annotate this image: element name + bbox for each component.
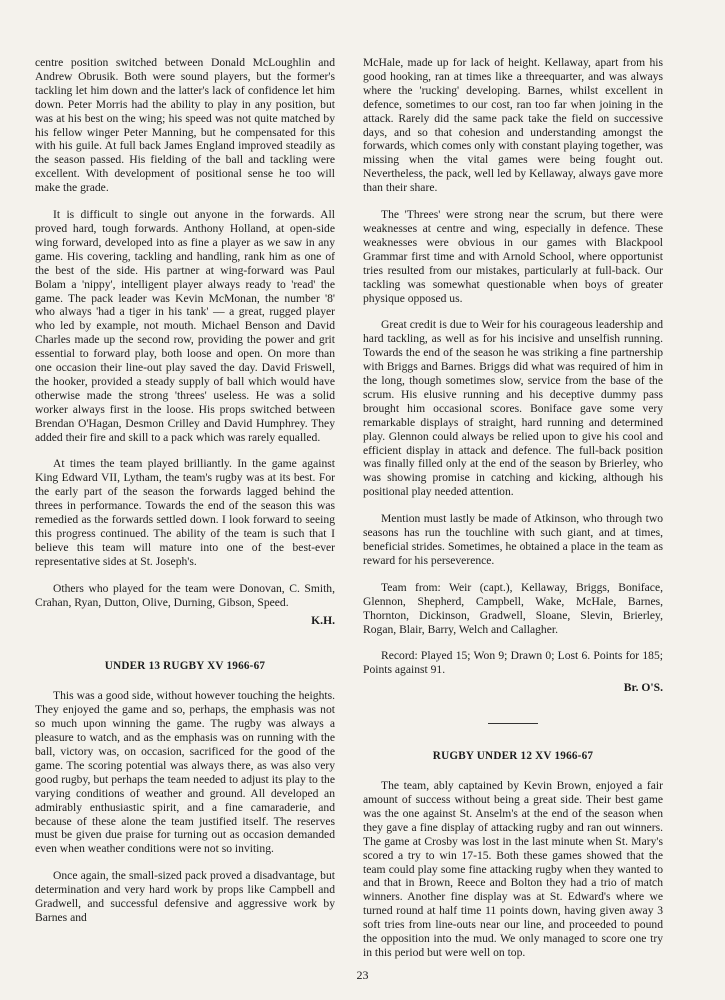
body-paragraph: The 'Threes' were strong near the scrum, but there were weaknesses at centre and wing, especially in defence. These weaknesses were obvious in our games with Blackpool Grammar first time and with Arnold School, where opportunist tries resulted from our mistakes, particularly at full-back. Our tackling was somewhat questionable when boys of greater physique opposed us.: [363, 208, 663, 305]
body-paragraph: centre position switched between Donald McLoughlin and Andrew Obrusik. Both were sound players, but the former's tackling let him down and the latter's lack of confidence let him down. Peter Morris had the ability to play in any position, but was at his best on the wing; his speed was not quite matched by his fellow winger Peter Manning, but he compensated for this with his guile. At full back James England improved steadily as the season passed. His fielding of the ball and tackling were excellent. With development of positional sense he too will make the grade.: [35, 56, 335, 195]
section-divider: [488, 723, 538, 724]
author-signature: Br. O'S.: [623, 681, 663, 695]
body-paragraph: McHale, made up for lack of height. Kellaway, apart from his good hooking, ran at times like a threequarter, and was always where the 'rucking' developing. Barnes, whilst excellent in defence, sometimes to our cost, ran too far when joining in the attack. Rarely did the same pack take the field on successive days, and so that cohesion and understanding amongst the forwards, which comes only with constant playing together, was missing when the vital games were being fought out. Nevertheless, the pack, well led by Kellaway, always gave more than their share.: [363, 56, 663, 195]
body-paragraph: It is difficult to single out anyone in the forwards. All proved hard, tough forwards. Anthony Holland, at open-side wing forward, developed into as fine a player as we saw in any game. His covering, tackling and handling, rank him as one of the best of the side. His partner at wing-forward was Paul Bolam a 'nippy', intelligent player always ready to 'read' the game. The pack leader was Kevin McMonan, the number '8' who always 'had a tiger in his tank' — a great, rugged player who led by example, not mouth. Michael Benson and David Charles made up the second row, providing the power and grit essential to forward play, both loose and open. On more than one occasion their line-out play saved the day. David Friswell, the hooker, provided a steady supply of ball which would have otherwise made the strong 'threes' useless. He was a solid worker always first in the loose. His props switched between Brendan O'Hagan, Desmon Crilley and David Humphrey. They added their fire and skill to a pack which was rarely equalled.: [35, 208, 335, 444]
author-signature: K.H.: [311, 613, 335, 627]
team-list: Team from: Weir (capt.), Kellaway, Briggs, Boniface, Glennon, Shepherd, Campbell, Wake, McHale, Barnes, Thornton, Dickinson, Gradwell, Sloane, Slevin, Brierley, Rogan, Blair, Barry, Welch and Callagher.: [363, 580, 663, 636]
right-column: [363, 56, 663, 973]
body-paragraph: Once again, the small-sized pack proved a disadvantage, but determination and very hard work by props like Campbell and Gradwell, and successful defensive and aggressive work by Barnes and: [35, 869, 335, 924]
section-heading: UNDER 13 RUGBY XV 1966-67: [104, 660, 266, 673]
body-paragraph: The team, ably captained by Kevin Brown, enjoyed a fair amount of success without being a great side. Their best game was the one against St. Anselm's at the end of the season when they gave a fine display of attacking rugby and ran out winners. The game at Crosby was lost in the last minute when St. Mary's scored a try to win 17-15. Both these games showed that the team could play some fine attacking rugby when they wanted to and that in Brown, Reece and Bolton they had a trio of match winners. Another fine display was at St. Edward's where we turned round at half time 11 points down, having given away 3 soft tries from line-outs near our line, and proceeded to pound the opposition into the mud. We only managed to score one try in this period but were well on top.: [363, 779, 663, 959]
body-paragraph: This was a good side, without however touching the heights. They enjoyed the game and so, perhaps, the emphasis was not so much upon winning the game. The rugby was always a pleasure to watch, and as the emphasis was on running with the ball, victory was, on occasion, sacrificed for the good of the game. The scoring potential was always there, as was also very good rugby, but perhaps the team needed to adjust its play to the varying conditions of weather and ground. All developed an admirably enthusiastic spirit, and a fine camaraderie, and because of these alone the team justified itself. The reserves must be given due praise for turning out as occasion demanded even when weather conditions were not so inviting.: [35, 689, 335, 856]
left-column: [35, 56, 335, 938]
section-heading: RUGBY UNDER 12 XV 1966-67: [432, 750, 594, 763]
season-record: Record: Played 15; Won 9; Drawn 0; Lost 6. Points for 185; Points against 91.: [363, 649, 663, 677]
body-paragraph: Others who played for the team were Donovan, C. Smith, Crahan, Ryan, Dutton, Olive, Durning, Gibson, Speed.: [35, 581, 335, 609]
body-paragraph: Great credit is due to Weir for his courageous leadership and hard tackling, as well as for his incisive and unselfish running. Towards the end of the season he was striking a fine partnership with Briggs and Barnes. Briggs did what was required of him in the long, though sometimes slow, service from the base of the scrum. His elusive running and his deceptive dummy pass brought him occasional scores. Boniface gave some very remarkable displays of straight, hard running and determined play. Glennon could always be relied upon to give his cool and efficient display in attack and defence. The full-back position was finally filled only at the end of the season by Brierley, who was showing promise in catching and kicking, although his positional play needed attention.: [363, 318, 663, 499]
body-paragraph: At times the team played brilliantly. In the game against King Edward VII, Lytham, the team's rugby was at its best. For the early part of the season the forwards lagged behind the threes in performance. Towards the end of the season this was remedied as the forwards settled down. I look forward to seeing this progress continued. The ability of the team is such that I believe this team will mature into one of the best-ever representative sides at St. Joseph's.: [35, 457, 335, 568]
page-number: 23: [356, 968, 369, 982]
body-paragraph: Mention must lastly be made of Atkinson, who through two seasons has run the touchline with such giant, and at times, beneficial strides. Sometimes, he obtained a place in the team as reward for his perseverence.: [363, 512, 663, 567]
